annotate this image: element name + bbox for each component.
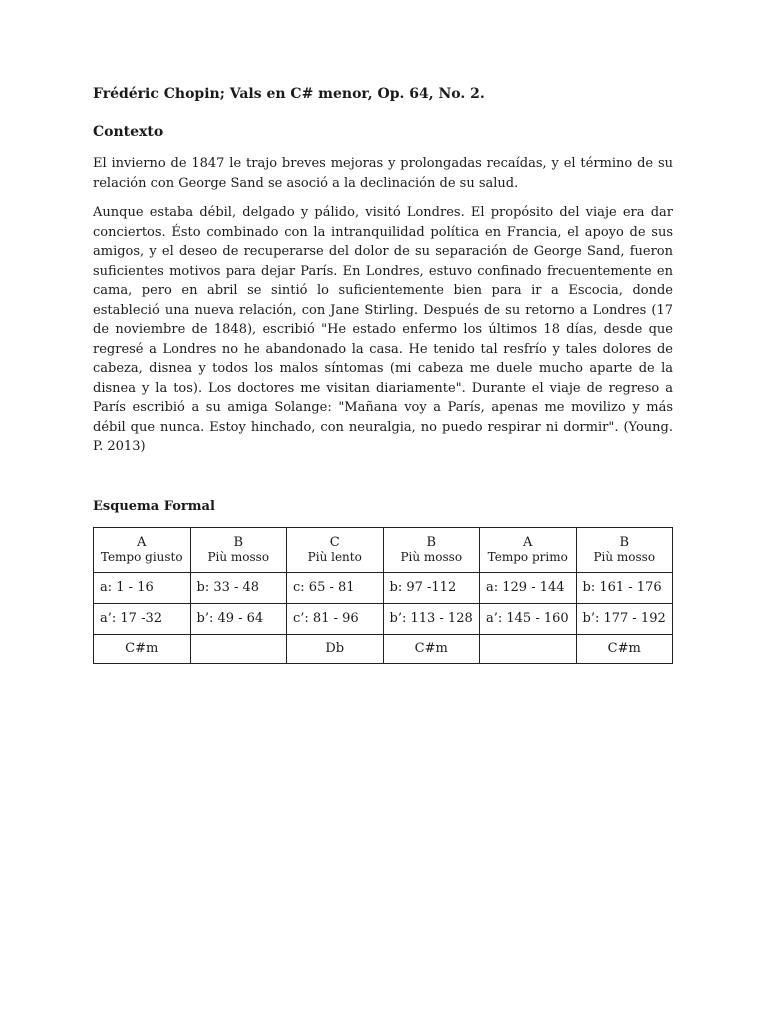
table-row-bars-second — [94, 603, 673, 634]
tempo-marking: Più mosso — [207, 549, 270, 564]
bar-range-cell: b’: 49 - 64 — [190, 603, 287, 634]
table-header-cell — [190, 527, 287, 572]
table-row-bars-first — [94, 572, 673, 603]
key-cell — [190, 634, 287, 663]
key-cell: C#m — [576, 634, 673, 663]
section-letter: B — [619, 534, 630, 550]
key-cell: Db — [287, 634, 384, 663]
table-header-cell — [576, 527, 673, 572]
table-header-cell — [480, 527, 577, 572]
bar-range-cell: b: 97 -112 — [383, 572, 480, 603]
section-letter: A — [523, 534, 533, 550]
context-paragraph-1: El invierno de 1847 le trajo breves mejoras y prolongadas recaídas, y el término de su relación con George Sand se asoció a la declinación de su salud. — [93, 156, 673, 191]
section-letter: B — [233, 534, 244, 550]
key-cell — [480, 634, 577, 663]
tempo-marking: Tempo primo — [487, 549, 568, 564]
table-header-row — [94, 527, 673, 572]
document-title: Frédéric Chopin; Vals en C# menor, Op. 64, No. 2. — [93, 86, 485, 102]
bar-range-cell: a: 1 - 16 — [94, 572, 191, 603]
bar-range-cell: c’: 81 - 96 — [287, 603, 384, 634]
formal-schema-heading: Esquema Formal — [93, 498, 215, 514]
bar-range-cell: a’: 145 - 160 — [480, 603, 577, 634]
tempo-marking: Più mosso — [400, 549, 463, 564]
table-header-cell — [287, 527, 384, 572]
formal-schema-table — [93, 527, 673, 664]
bar-range-cell: c: 65 - 81 — [287, 572, 384, 603]
context-heading: Contexto — [93, 124, 164, 140]
bar-range-cell: b’: 113 - 128 — [383, 603, 480, 634]
bar-range-cell: a’: 17 -32 — [94, 603, 191, 634]
table-header-cell — [383, 527, 480, 572]
key-cell: C#m — [383, 634, 480, 663]
bar-range-cell: b: 33 - 48 — [190, 572, 287, 603]
table-header-cell — [94, 527, 191, 572]
context-paragraph-2: Aunque estaba débil, delgado y pálido, visitó Londres. El propósito del viaje era dar conciertos. Ésto combinado con la intranquilidad política en Francia, el apoyo de sus amigos, y el deseo de recuperarse del dolor de su separación de George Sand, fueron suficientes motivos para dejar París. En Londres, estuvo confinado frecuentemente en cama, pero en abril se sintió lo suficientemente bien para ir a Escocia, donde estableció una nueva relación, con Jane Stirling. Después de su retorno a Londres (17 de noviembre de 1848), escribió "He estado enfermo los últimos 18 días, desde que regresé a Londres no he abandonado la casa. He tenido tal resfrío y tales dolores de cabeza, disnea y todos los malos síntomas (mi cabeza me duele mucho aparte de la disnea y la tos). Los doctores me visitan diariamente". Durante el viaje de regreso a París escribió a su amiga Solange: "Mañana voy a París, apenas me movilizo y más débil que nunca. Estoy hinchado, con neuralgia, no puedo respirar ni dormir". (Young. P. 2013) — [93, 205, 673, 454]
tempo-marking: Più mosso — [593, 549, 656, 564]
section-letter: C — [329, 534, 340, 550]
section-letter: B — [426, 534, 437, 550]
bar-range-cell: b’: 177 - 192 — [576, 603, 673, 634]
section-letter: A — [137, 534, 147, 550]
bar-range-cell: a: 129 - 144 — [480, 572, 577, 603]
table-row-keys — [94, 634, 673, 663]
tempo-marking: Più lento — [307, 549, 362, 564]
document-page — [93, 84, 673, 664]
bar-range-cell: b: 161 - 176 — [576, 572, 673, 603]
tempo-marking: Tempo giusto — [100, 549, 183, 564]
key-cell: C#m — [94, 634, 191, 663]
